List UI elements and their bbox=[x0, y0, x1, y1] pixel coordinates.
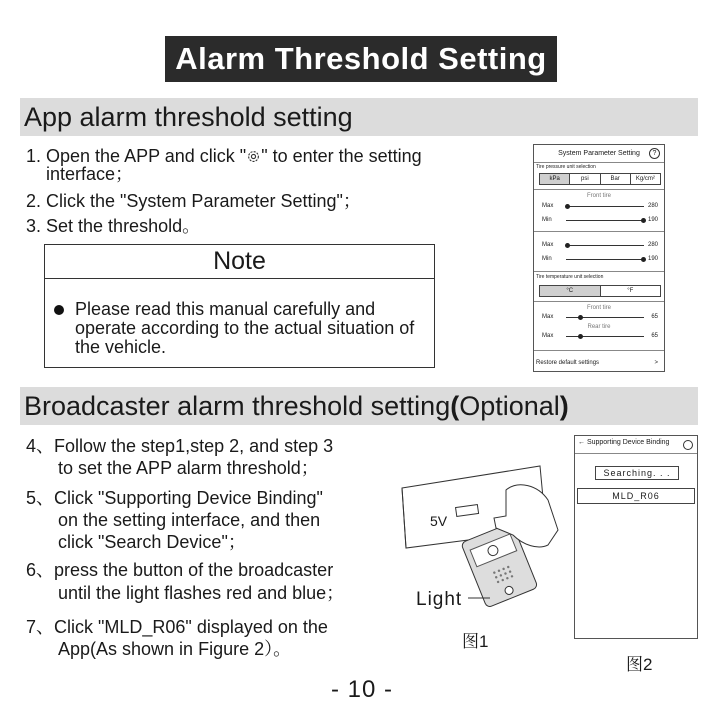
back-title[interactable]: ← Supporting Device Binding bbox=[578, 439, 670, 446]
screen-title: System Parameter Setting bbox=[558, 150, 640, 157]
step-5-line-3: click "Search Device"； bbox=[58, 532, 246, 552]
step-5-line-2: on the setting interface, and then bbox=[58, 510, 321, 530]
help-icon[interactable]: ? bbox=[649, 148, 660, 159]
section2-paren-open: ( bbox=[450, 391, 460, 421]
front-max-slider[interactable] bbox=[566, 206, 644, 207]
step-1-text-a: 1. Open the APP and click " bbox=[26, 146, 247, 166]
chevron-right-icon: > bbox=[654, 360, 658, 366]
section2-optional: Optional bbox=[459, 391, 560, 421]
light-label: Light bbox=[416, 589, 463, 610]
temp-front-caption: Front tire bbox=[586, 305, 611, 311]
min-label: Min bbox=[542, 217, 552, 223]
step-4-continued: to set the APP alarm threshold； bbox=[58, 458, 319, 478]
unit-kgcm2[interactable]: Kg/cm² bbox=[635, 176, 655, 182]
figure-1-caption: 图1 bbox=[462, 632, 489, 651]
note-box bbox=[44, 244, 435, 368]
device-list-item[interactable]: MLD_R06 bbox=[577, 488, 695, 504]
voltage-label: 5V bbox=[430, 513, 448, 529]
step-1-text-b: " to enter the setting bbox=[261, 146, 422, 166]
max-label: Max bbox=[542, 203, 554, 209]
bullet-icon bbox=[54, 305, 64, 315]
temp-max-label: Max bbox=[542, 314, 554, 320]
rear-max-label: Max bbox=[542, 242, 554, 248]
section-heading-broadcaster bbox=[20, 387, 698, 425]
step-6-continued: until the light flashes red and blue； bbox=[58, 583, 345, 603]
device-binding-screen bbox=[574, 435, 698, 639]
temp-front-value: 65 bbox=[651, 314, 658, 320]
figure-2-caption: 图2 bbox=[626, 655, 653, 674]
temp-rear-slider[interactable] bbox=[566, 336, 644, 337]
page-title: Alarm Threshold Setting bbox=[165, 36, 557, 82]
note-heading: Note bbox=[45, 245, 434, 279]
settings-icon[interactable] bbox=[683, 440, 693, 450]
search-device-button[interactable]: Searching. . . bbox=[595, 466, 679, 480]
step-1-continued: interface； bbox=[46, 164, 134, 184]
front-max-value: 280 bbox=[647, 203, 658, 209]
unit-psi[interactable]: psi bbox=[570, 174, 600, 184]
step-2: 2. Click the "System Parameter Setting"； bbox=[26, 191, 361, 211]
section2-heading-text: Broadcaster alarm threshold setting bbox=[24, 391, 451, 421]
unit-fahrenheit[interactable]: °F bbox=[627, 288, 634, 294]
system-parameter-screen bbox=[533, 144, 665, 372]
step-3: 3. Set the threshold。 bbox=[26, 216, 201, 236]
rear-max-value: 280 bbox=[647, 242, 658, 248]
step-6: 6、press the button of the broadcaster bbox=[26, 560, 334, 580]
rear-min-slider[interactable] bbox=[566, 259, 644, 260]
step-5: 5、Click "Supporting Device Binding" bbox=[26, 488, 323, 508]
settings-gear-icon bbox=[246, 149, 261, 168]
rear-max-slider[interactable] bbox=[566, 245, 644, 246]
pressure-unit-label: Tire pressure unit selection bbox=[536, 164, 596, 170]
step-7: 7、Click "MLD_R06" displayed on the bbox=[26, 617, 328, 637]
temp-unit-label: Tire temperature unit selection bbox=[536, 274, 604, 280]
front-min-slider[interactable] bbox=[566, 220, 644, 221]
temp-unit-selector bbox=[539, 285, 661, 297]
temp-rear-caption: Rear tire bbox=[587, 324, 611, 330]
step-7-continued: App(As shown in Figure 2）。 bbox=[58, 639, 292, 659]
unit-celsius[interactable]: °C bbox=[540, 286, 601, 296]
rear-min-value: 190 bbox=[647, 256, 658, 262]
unit-kpa[interactable]: kPa bbox=[540, 174, 570, 184]
temp-rear-value: 65 bbox=[651, 333, 658, 339]
step-4: 4、Follow the step1,step 2, and step 3 bbox=[26, 436, 334, 456]
front-min-value: 190 bbox=[647, 217, 658, 223]
section2-paren-close: ) bbox=[559, 391, 569, 421]
unit-bar[interactable]: Bar bbox=[601, 174, 631, 184]
temp-front-slider[interactable] bbox=[566, 317, 644, 318]
temp-rear-max-label: Max bbox=[542, 333, 554, 339]
front-tire-caption: Front tire bbox=[586, 193, 611, 199]
rear-min-label: Min bbox=[542, 256, 552, 262]
section-heading-app: App alarm threshold setting bbox=[20, 98, 698, 136]
restore-defaults-link[interactable]: Restore default settings bbox=[536, 360, 600, 366]
pressure-unit-selector bbox=[539, 173, 661, 185]
page-number: - 10 - bbox=[330, 676, 393, 703]
note-text: Please read this manual carefully and operate according to the actual situation of the vehicle. bbox=[75, 299, 415, 357]
